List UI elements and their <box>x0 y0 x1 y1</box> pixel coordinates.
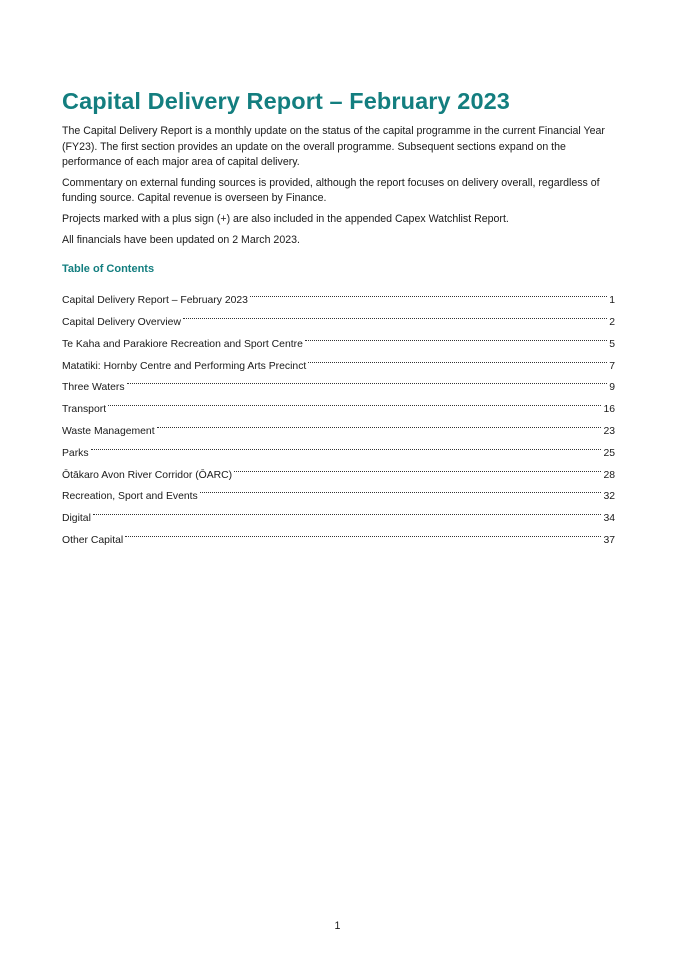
toc-dot-leader <box>93 499 602 521</box>
toc-entry-page: 7 <box>609 360 615 372</box>
intro-section <box>62 124 615 249</box>
toc-entry-title: Transport <box>62 404 107 416</box>
toc-entry-page: 28 <box>603 469 615 481</box>
toc-entry-page: 34 <box>603 513 615 525</box>
intro-paragraph: Commentary on external funding sources is provided, although the report focuses on delivery overall, regardless of funding source. Capital revenue is overseen by Finance. <box>62 176 600 204</box>
toc-dot-leader <box>127 369 608 391</box>
toc-entry[interactable] <box>62 369 615 394</box>
toc-dot-leader <box>200 478 602 500</box>
toc-entry[interactable] <box>62 412 615 438</box>
toc-heading: Table of Contents <box>62 262 155 275</box>
toc-entry-page: 2 <box>609 317 615 329</box>
toc-dot-leader <box>250 282 607 304</box>
toc-entry-title: Recreation, Sport and Events <box>62 491 198 503</box>
toc-entry-title: Capital Delivery Overview <box>62 317 181 329</box>
toc-dot-leader <box>91 434 602 456</box>
toc-entry-title: Ōtākaro Avon River Corridor (ŌARC) <box>62 469 233 481</box>
table-of-contents <box>62 282 615 547</box>
toc-entry-title: Matatiki: Hornby Centre and Performing Arts Precinct <box>62 360 307 372</box>
toc-entry-title: Three Waters <box>62 382 125 394</box>
toc-entry[interactable] <box>62 282 615 307</box>
toc-entry-title: Parks <box>62 447 89 459</box>
intro-paragraph: The Capital Delivery Report is a monthly update on the status of the capital programme in the current Financial Year (FY23). The first section provides an update on the overall programme. Subsequent sections expand on the performance of each major area of capital delivery. <box>62 125 605 168</box>
toc-entry-title: Capital Delivery Report – February 2023 <box>62 295 248 307</box>
toc-entry-title: Te Kaha and Parakiore Recreation and Sport Centre <box>62 338 303 350</box>
toc-entry-page: 16 <box>603 404 615 416</box>
toc-entry[interactable] <box>62 390 615 416</box>
toc-entry[interactable] <box>62 434 615 459</box>
toc-entry[interactable] <box>62 521 615 547</box>
toc-entry-page: 1 <box>609 295 615 307</box>
toc-dot-leader <box>157 412 602 434</box>
page-content <box>62 86 615 547</box>
toc-dot-leader <box>125 521 601 543</box>
toc-entry-title: Digital <box>62 513 91 525</box>
toc-entry-title: Waste Management <box>62 426 155 438</box>
toc-entry-title: Other Capital <box>62 535 124 547</box>
toc-entry-page: 5 <box>609 338 615 350</box>
toc-entry-page: 23 <box>603 426 615 438</box>
page-title: Capital Delivery Report – February 2023 <box>62 88 510 114</box>
toc-entry[interactable] <box>62 499 615 525</box>
intro-paragraph: Projects marked with a plus sign (+) are also included in the appended Capex Watchlist Report. <box>62 212 509 225</box>
toc-dot-leader <box>183 303 607 325</box>
toc-dot-leader <box>308 347 607 369</box>
toc-entry-page: 32 <box>603 491 615 503</box>
toc-entry[interactable] <box>62 456 615 481</box>
toc-dot-leader <box>108 390 601 412</box>
intro-paragraph: All financials have been updated on 2 March 2023. <box>62 234 300 246</box>
toc-entry-page: 9 <box>609 382 615 394</box>
toc-entry-page: 37 <box>603 535 615 547</box>
toc-dot-leader <box>305 325 607 347</box>
page-number: 1 <box>334 920 341 932</box>
toc-dot-leader <box>234 456 601 478</box>
toc-entry-page: 25 <box>603 447 615 459</box>
